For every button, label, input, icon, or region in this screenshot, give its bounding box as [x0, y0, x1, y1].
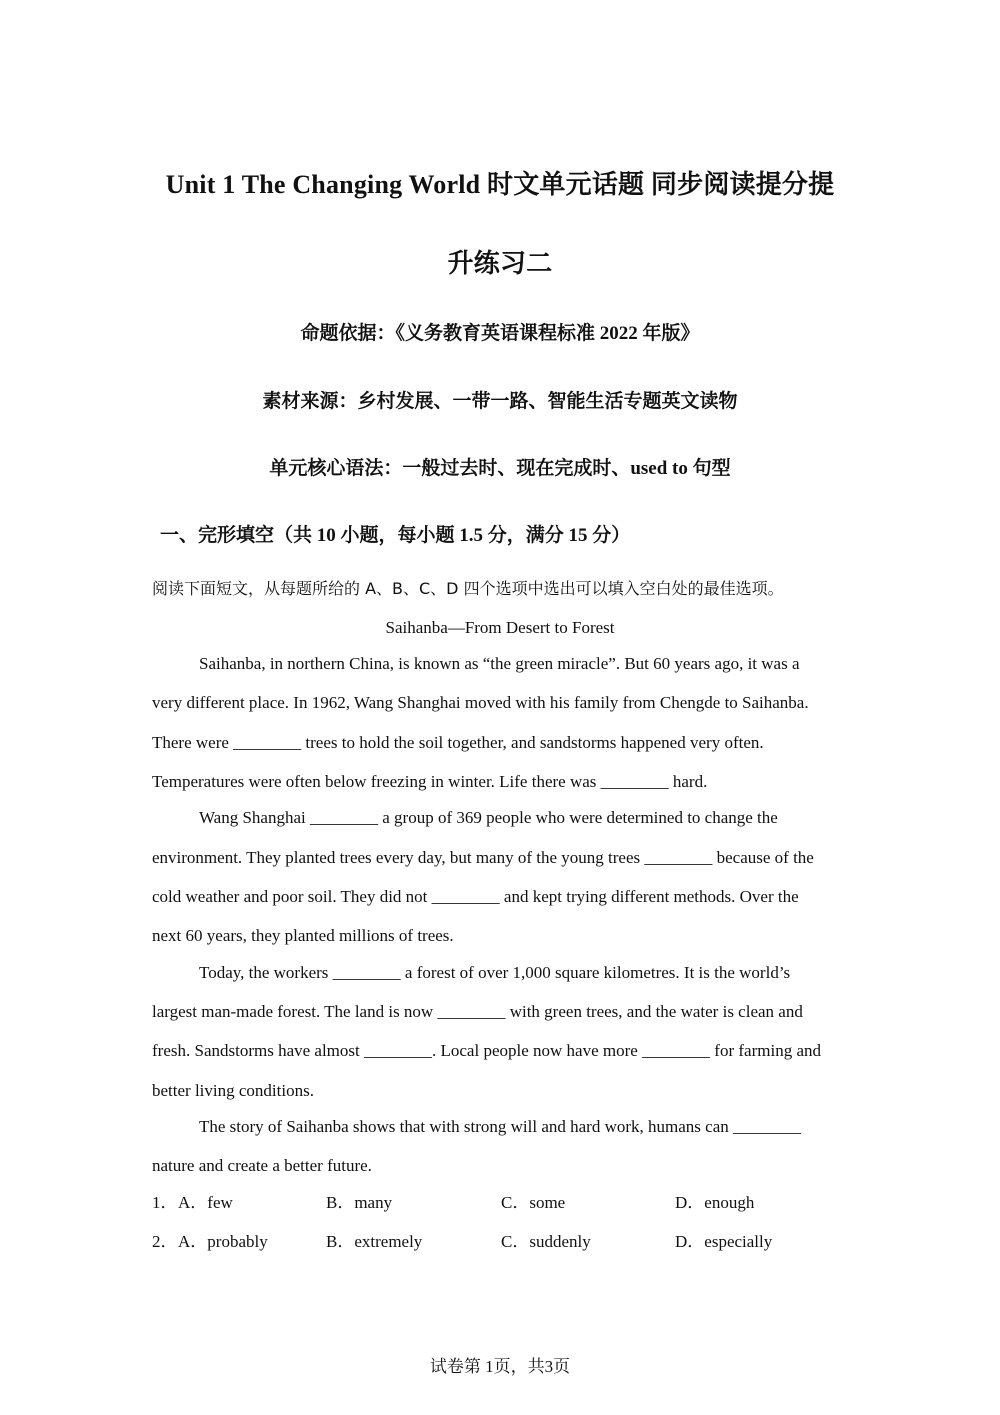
- option-c[interactable]: C．suddenly: [501, 1232, 591, 1251]
- question-2: [152, 1231, 852, 1253]
- option-c[interactable]: C．some: [501, 1193, 566, 1212]
- passage-line: The story of Saihanba shows that with strong will and hard work, humans can ________: [199, 1117, 801, 1136]
- passage-line: There were ________ trees to hold the soil together, and sandstorms happened very often.: [152, 733, 764, 752]
- option-d[interactable]: D．especially: [675, 1232, 773, 1251]
- question-1: [152, 1192, 852, 1214]
- option-d[interactable]: D．enough: [675, 1193, 755, 1212]
- section-heading-cloze: 一、完形填空（共 10 小题，每小题 1.5 分，满分 15 分）: [160, 525, 631, 546]
- page-title-line-1: Unit 1 The Changing World 时文单元话题 同步阅读提分提: [165, 170, 835, 199]
- option-b[interactable]: B．many: [326, 1193, 393, 1212]
- section-instruction: 阅读下面短文，从每题所给的 A、B、C、D 四个选项中选出可以填入空白处的最佳选项。: [152, 579, 784, 598]
- page-footer: 试卷第 1页，共3页: [429, 1357, 571, 1376]
- page-title-line-2: 升练习二: [447, 249, 553, 278]
- passage-line: nature and create a better future.: [152, 1156, 372, 1175]
- passage-line: better living conditions.: [152, 1081, 314, 1100]
- option-a[interactable]: A．probably: [178, 1232, 268, 1251]
- passage-line: largest man-made forest. The land is now ________ with green trees, and the water is clean and: [152, 1002, 803, 1021]
- passage-line: cold weather and poor soil. They did not ________ and kept trying different methods. Over the: [152, 887, 799, 906]
- passage-line: fresh. Sandstorms have almost ________. Local people now have more ________ for farming and: [152, 1041, 821, 1060]
- grammar-line: 单元核心语法：一般过去时、现在完成时、used to 句型: [269, 458, 731, 479]
- question-number: 1．: [152, 1193, 178, 1212]
- passage-line: Temperatures were often below freezing in winter. Life there was ________ hard.: [152, 772, 708, 791]
- question-number: 2．: [152, 1232, 178, 1251]
- passage-line: environment. They planted trees every day, but many of the young trees ________ because of the: [152, 848, 814, 867]
- passage-line: Today, the workers ________ a forest of over 1,000 square kilometres. It is the world’s: [199, 963, 791, 982]
- passage-line: very different place. In 1962, Wang Shanghai moved with his family from Chengde to Saihanba.: [152, 693, 809, 712]
- passage-line: Wang Shanghai ________ a group of 369 people who were determined to change the: [199, 808, 778, 827]
- passage-title: Saihanba—From Desert to Forest: [385, 618, 615, 637]
- basis-line: 命题依据：《义务教育英语课程标准 2022 年版》: [300, 323, 700, 344]
- option-a[interactable]: A．few: [178, 1193, 233, 1212]
- passage-line: next 60 years, they planted millions of trees.: [152, 926, 454, 945]
- option-b[interactable]: B．extremely: [326, 1232, 423, 1251]
- passage-line: Saihanba, in northern China, is known as “the green miracle”. But 60 years ago, it was a: [199, 654, 800, 673]
- source-line: 素材来源：乡村发展、一带一路、智能生活专题英文读物: [262, 391, 738, 412]
